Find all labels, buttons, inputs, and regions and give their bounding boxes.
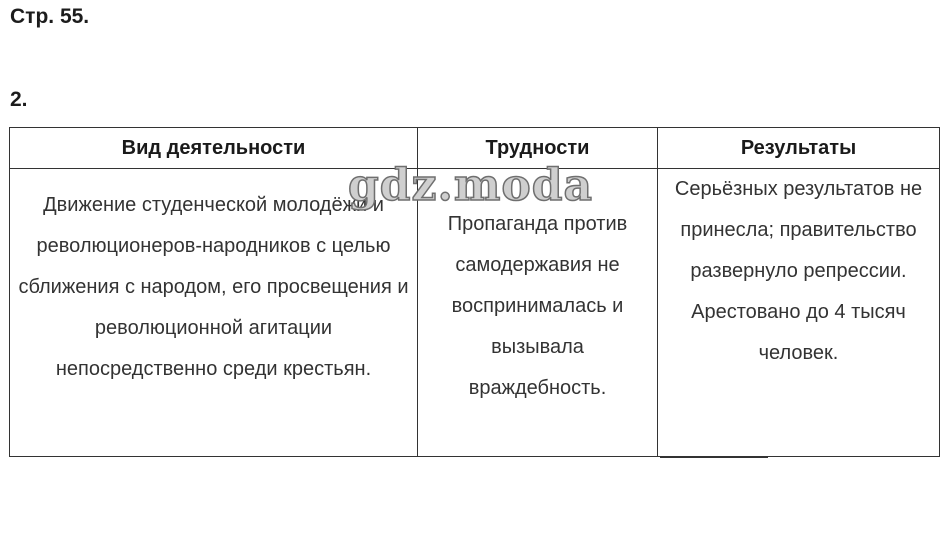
page-reference: Стр. 55. bbox=[10, 5, 90, 28]
table-row bbox=[10, 169, 940, 457]
header-difficulties: Трудности bbox=[418, 128, 658, 169]
divider-line bbox=[660, 457, 768, 458]
task-number: 2. bbox=[10, 88, 28, 111]
cell-results bbox=[658, 169, 940, 457]
table-header-row bbox=[10, 128, 940, 169]
header-activity-type: Вид деятельности bbox=[10, 128, 418, 169]
results-text: Серьёзных результатов не принесла; правительство развернуло репрессии. Арестовано до 4 тысяч человек. bbox=[674, 178, 923, 364]
header-results: Результаты bbox=[658, 128, 940, 169]
difficulties-text: Пропаганда против самодержавия не воспринималась и вызывала враждебность. bbox=[447, 213, 628, 399]
watermark-logo: gdz.moda bbox=[348, 160, 594, 211]
cell-difficulties bbox=[418, 169, 658, 457]
answer-table bbox=[9, 127, 940, 457]
cell-activity bbox=[10, 169, 418, 457]
activity-text: Движение студенческой молодёжи и революционеров-народников с целью сближения с народом, его просвещения и революционной агитации непосредственно среди крестьян. bbox=[18, 194, 409, 380]
